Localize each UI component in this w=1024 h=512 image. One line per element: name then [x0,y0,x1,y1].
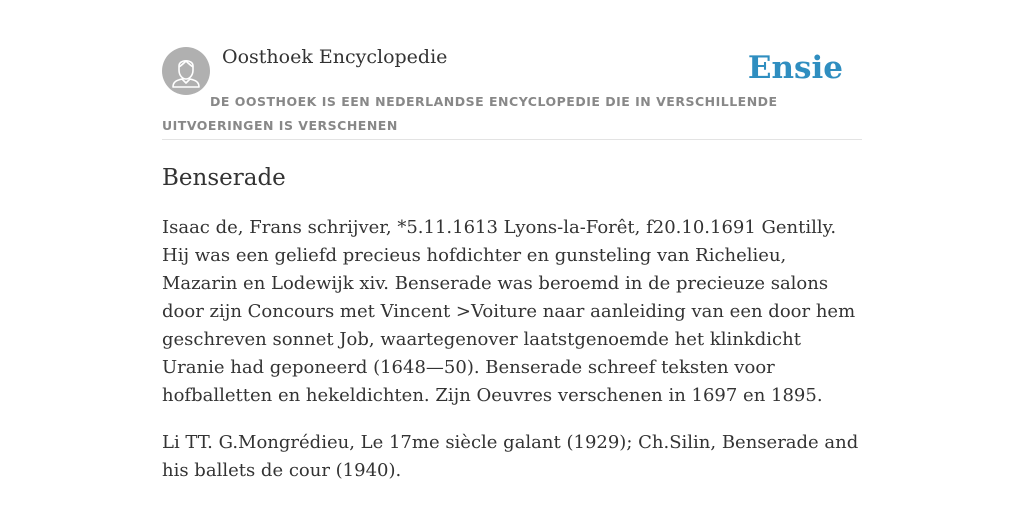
source-title[interactable]: Oosthoek Encyclopedie [222,46,448,68]
source-header [162,0,862,140]
entry-title: Benserade [162,165,286,191]
entry-references: Li TT. G.Mongrédieu, Le 17me siècle galant (1929); Ch.Silin, Benserade and his ballets de cour (1940). [162,432,859,481]
user-silhouette-icon [162,47,210,95]
entry-body: Isaac de, Frans schrijver, *5.11.1613 Lyons-la-Forêt, f20.10.1691 Gentilly. Hij was een geliefd precieus hofdichter en gunsteling van Richelieu, Mazarin en Lodewijk xiv. Benserade was beroemd in de precieuze salons door zijn Concours met Vincent >Voiture naar aanleiding van een door hem geschreven sonnet Job, waartegenover laatstgenoemde het klinkdicht Uranie had geponeerd (1648—50). Benserade schreef teksten voor hofballetten en hekeldichten. Zijn Oeuvres verschenen in 1697 en 1895. [162,217,856,406]
entry-content [162,160,862,485]
source-avatar[interactable] [162,47,210,95]
source-tagline: DE OOSTHOEK IS EEN NEDERLANDSE ENCYCLOPEDIE DIE IN VERSCHILLENDE UITVOERINGEN IS VERSCHENEN [162,94,778,133]
ensie-logo[interactable]: Ensie [747,50,843,86]
